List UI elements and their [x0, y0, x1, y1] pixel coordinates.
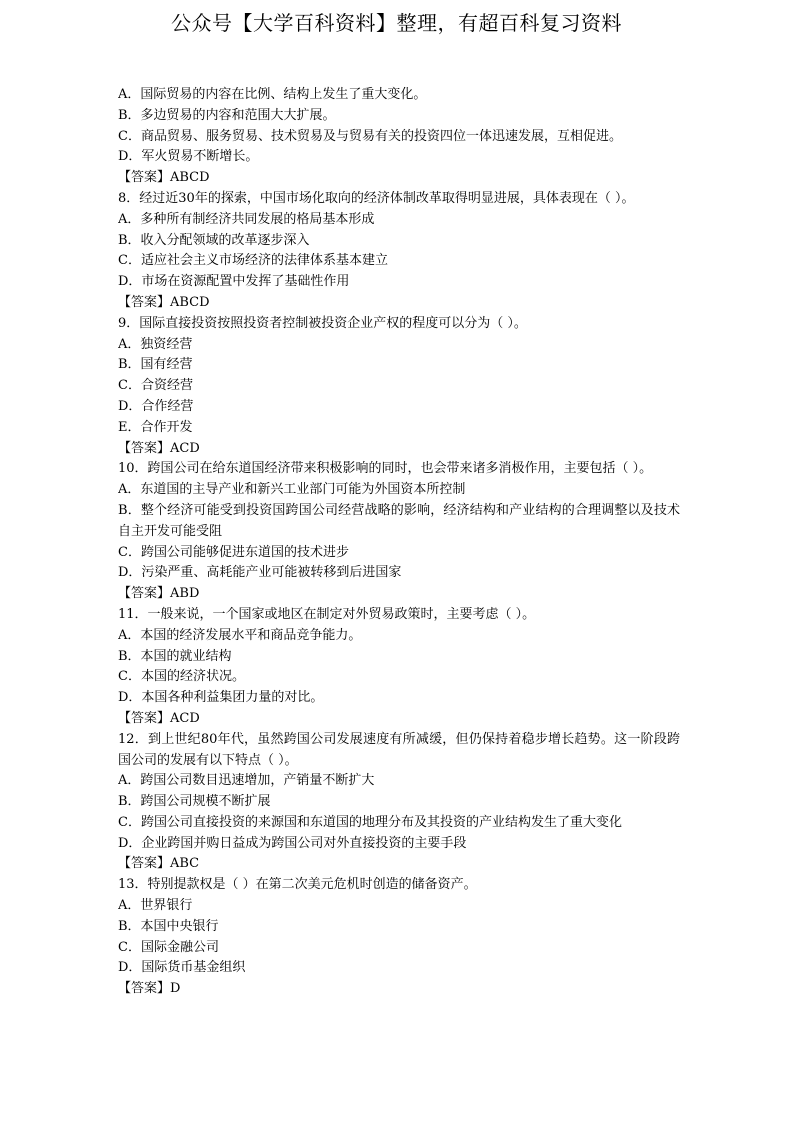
- option-line: D．国际货币基金组织: [118, 960, 246, 976]
- option-line: C．适应社会主义市场经济的法律体系基本建立: [118, 253, 388, 269]
- option-line: D．本国各种利益集团力量的对比。: [118, 690, 324, 706]
- option-line: A．东道国的主导产业和新兴工业部门可能为外国资本所控制: [118, 482, 466, 498]
- option-line: A．世界银行: [118, 898, 193, 914]
- question-line: 8．经过近30年的探索，中国市场化取向的经济体制改革取得明显进展，具体表现在（ ）。: [118, 190, 635, 206]
- option-line: D．污染严重、高耗能产业可能被转移到后进国家: [118, 565, 402, 581]
- option-line: B．国有经营: [118, 357, 193, 373]
- option-line: C．合资经营: [118, 378, 193, 394]
- option-line: C．商品贸易、服务贸易、技术贸易及与贸易有关的投资四位一体迅速发展，互相促进。: [118, 128, 622, 144]
- option-line: A．独资经营: [118, 336, 193, 352]
- answer-line: 【答案】ACD: [118, 440, 200, 456]
- option-line: D．市场在资源配置中发挥了基础性作用: [118, 274, 350, 290]
- option-line: A．跨国公司数目迅速增加，产销量不断扩大: [118, 773, 375, 789]
- option-line: B．跨国公司规模不断扩展: [118, 794, 271, 810]
- option-line: C．跨国公司能够促进东道国的技术进步: [118, 544, 349, 560]
- answer-line: 【答案】D: [118, 981, 181, 997]
- answer-line: 【答案】ABCD: [118, 294, 210, 310]
- question-line: 12．到上世纪80年代，虽然跨国公司发展速度有所减缓，但仍保持着稳步增长趋势。这一阶段跨国公司的发展有以下特点（ ）。: [118, 731, 680, 768]
- option-line: B．整个经济可能受到投资国跨国公司经营战略的影响，经济结构和产业结构的合理调整以及技术自主开发可能受阻: [118, 502, 680, 539]
- option-line: C．跨国公司直接投资的来源国和东道国的地理分布及其投资的产业结构发生了重大变化: [118, 814, 622, 830]
- question-line: 10．跨国公司在给东道国经济带来积极影响的同时，也会带来诸多消极作用，主要包括（ ）。: [118, 461, 653, 477]
- question-line: 11．一般来说，一个国家或地区在制定对外贸易政策时，主要考虑（ ）。: [118, 606, 536, 622]
- question-line: 13．特别提款权是（ ）在第二次美元危机时创造的储备资产。: [118, 877, 477, 893]
- option-line: C．本国的经济状况。: [118, 669, 245, 685]
- document-body: [118, 85, 680, 1000]
- option-line: B．多边贸易的内容和范围大大扩展。: [118, 107, 336, 123]
- option-line: E．合作开发: [118, 419, 193, 435]
- option-line: B．本国中央银行: [118, 918, 219, 934]
- answer-line: 【答案】ABC: [118, 856, 200, 872]
- question-line: 9．国际直接投资按照投资者控制被投资企业产权的程度可以分为（ ）。: [118, 315, 527, 331]
- option-line: B．本国的就业结构: [118, 648, 232, 664]
- option-line: B．收入分配领域的改革逐步深入: [118, 232, 310, 248]
- option-line: A．本国的经济发展水平和商品竞争能力。: [118, 627, 362, 643]
- option-line: C．国际金融公司: [118, 939, 219, 955]
- answer-line: 【答案】ACD: [118, 710, 200, 726]
- answer-line: 【答案】ABCD: [118, 170, 210, 186]
- option-line: D．军火贸易不断增长。: [118, 149, 259, 165]
- page-header: 公众号【大学百科资料】整理，有超百科复习资料: [171, 11, 622, 35]
- option-line: D．合作经营: [118, 398, 194, 414]
- option-line: D．企业跨国并购日益成为跨国公司对外直接投资的主要手段: [118, 835, 467, 851]
- option-line: A．多种所有制经济共同发展的格局基本形成: [118, 211, 375, 227]
- option-line: A．国际贸易的内容在比例、结构上发生了重大变化。: [118, 87, 427, 102]
- answer-line: 【答案】ABD: [118, 586, 200, 602]
